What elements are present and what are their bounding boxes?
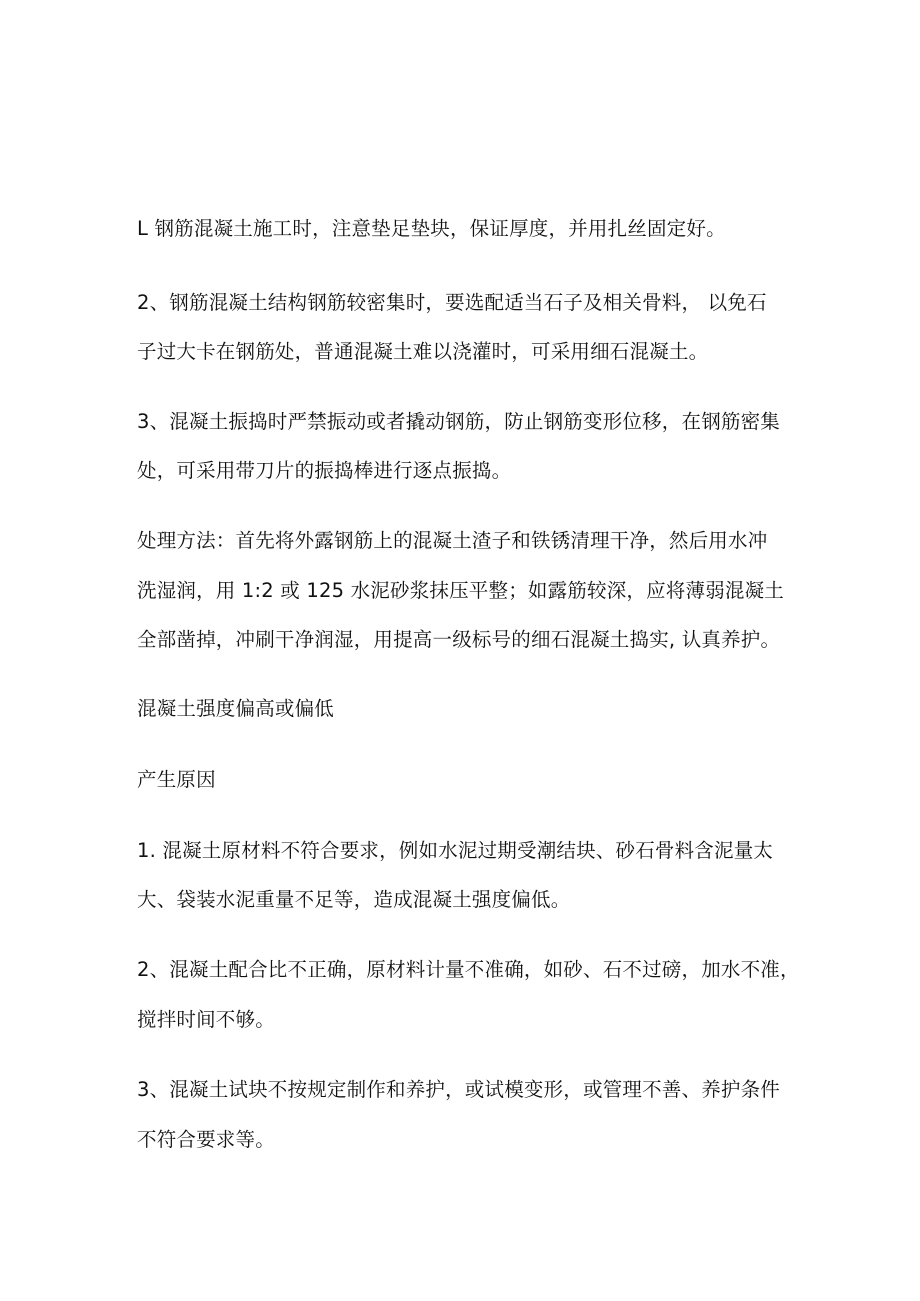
paragraph-9-line-2: 不符合要求等。 bbox=[137, 1128, 275, 1151]
section-heading: 混凝土强度偏高或偏低 bbox=[137, 697, 335, 720]
paragraph-8-line-2: 搅拌时间不够。 bbox=[137, 1008, 275, 1031]
paragraph-7-line-2: 大、袋装水泥重量不足等，造成混凝土强度偏低。 bbox=[137, 888, 571, 911]
paragraph-3-line-1: 3、混凝土振捣时严禁振动或者撬动钢筋，防止钢筋变形位移，在钢筋密集 bbox=[137, 410, 781, 433]
subsection-heading: 产生原因 bbox=[137, 768, 216, 791]
paragraph-8-line-1: 2、混凝土配合比不正确，原材料计量不准确，如砂、石不过磅，加水不准， bbox=[137, 958, 800, 981]
paragraph-2-line-1: 2、钢筋混凝土结构钢筋较密集时，要选配适当石子及相关骨料， 以免石 bbox=[137, 291, 767, 314]
paragraph-2-line-2: 子过大卡在钢筋处，普通混凝土难以浇灌时，可采用细石混凝土。 bbox=[137, 340, 709, 363]
paragraph-3-line-2: 处，可采用带刀片的振捣棒进行逐点振捣。 bbox=[137, 459, 512, 482]
paragraph-4-line-2: 洗湿润，用 1:2 或 125 水泥砂浆抹压平整；如露筋较深，应将薄弱混凝土 bbox=[137, 579, 784, 602]
paragraph-4-line-3: 全部凿掉，冲刷干净润湿，用提高一级标号的细石混凝土捣实, 认真养护。 bbox=[137, 628, 781, 651]
paragraph-1-line-1: L 钢筋混凝土施工时，注意垫足垫块，保证厚度，并用扎丝固定好。 bbox=[137, 217, 726, 240]
paragraph-4-line-1: 处理方法：首先将外露钢筋上的混凝土渣子和铁锈清理干净，然后用水冲 bbox=[137, 529, 768, 552]
paragraph-9-line-1: 3、混凝土试块不按规定制作和养护，或试模变形，或管理不善、养护条件 bbox=[137, 1078, 781, 1101]
paragraph-7-line-1: 1. 混凝土原材料不符合要求，例如水泥过期受潮结块、砂石骨料含泥量太 bbox=[137, 839, 774, 862]
